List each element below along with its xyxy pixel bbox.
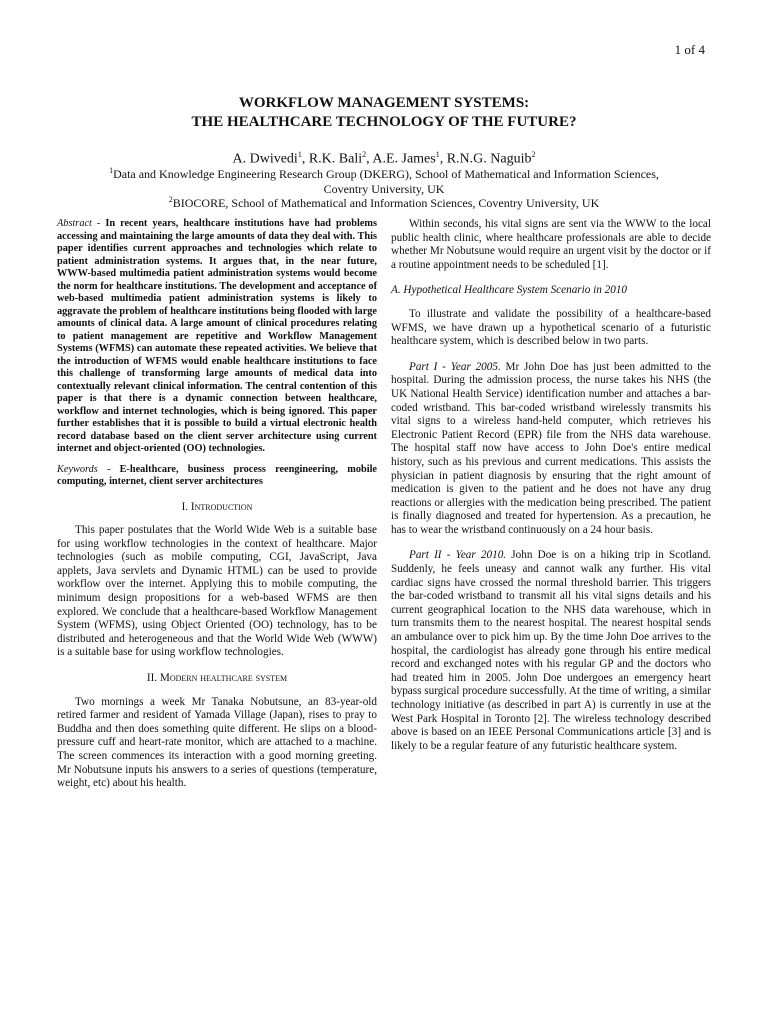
modern-healthcare-paragraph-1: Two mornings a week Mr Tanaka Nobutsune, an 83-year-old retired farmer and resident of Yamada Village (Japan), rises to pray to Buddha and then does something quite different. He slips on a blood-pressure cuff and heart-rate monitor, which are attached to a machine. The screen commences its interaction with a good morning greeting. Mr Nobutsune inputs his answers to a series of questions (temperature, weight, etc) about his health.	[57, 695, 377, 790]
author-list: A. Dwivedi$^1$, R.K. Bali$^2$, A.E. James$^1$, R.N.G. Naguib$^2$	[232, 150, 536, 167]
title-line-2: THE HEALTHCARE TECHNOLOGY OF THE FUTURE?	[191, 114, 577, 130]
part-2-text: John Doe is on a hiking trip in Scotland. Suddenly, he feels uneasy and cannot walk any further. His vital cardiac signs have crossed the normal threshold barrier. This triggers the bar-coded wristband to transmit all his vital signs details and his current geographical location to the NHS data warehouse, which in turn transmits them to the nearest hospital. The nearest hospital sends an ambulance over to pick him up. By the time John Doe arrives to the hospital, the cardiologist has already gone through his entire medical record and exchanged notes with his regular GP and the doctors who had treated him in 2005. John Doe undergoes an emergency heart bypass surgical procedure successfully. At the time of writing, a similar technology initiative (as described in part A) is currently in use at the West Park Hospital in Toronto [2]. The wireless technology described above is based on an IEEE Personal Communications article [3] and is likely to be a regular feature of any futuristic healthcare system.	[391, 549, 711, 752]
part-1-label: Part I - Year 2005.	[409, 360, 501, 373]
part-1-text: Mr John Doe has just been admitted to the hospital. During the admission process, the nurse takes his NHS (the UK National Health Service) identification number and attaches a bar-coded wristband. This bar-coded wristband wirelessly transmits his vital signs to a wireless hand-held computer, which retrieves his Electronic Patient Record (EPR) file from the NHS data warehouse. The hospital staff now have access to John Doe's entire medical history, such as his previous and current medications. This assists the physician in patient diagnosis by ensuring that the right amount of medication is given to the patient and he does not have any drug reactions or allergies with the medication being prescribed. The patient is finally diagnosed and treated for hypertension. As a precaution, he has to wear the wristband continuously on a 24 hour basis.	[391, 360, 711, 536]
affiliation-sup: 1	[109, 166, 114, 175]
author-sup: 2	[531, 150, 536, 159]
part-1-paragraph	[391, 361, 711, 538]
keywords: Keywords - E-healthcare, business process reengineering, mobile computing, internet, client server architectures	[57, 463, 377, 487]
abstract-text: In recent years, healthcare institutions have had problems accessing and maintaining the large amounts of data they deal with. This paper identifies current approaches and technologies which relate to patient administration systems. It argues that, in the near future, WWW-based multimedia patient administration systems would become the norm for healthcare institutions. The development and acceptance of web-based multimedia patient administration systems is likely to aggravate the problem of healthcare institutions being flooded with large amounts of clinical data. A large amount of clinical procedures relating to patient management are repetitive and Workflow Management Systems (WFMS) can automate these repeated activities. We believe that the introduction of WFMS would enable healthcare institutions to face this challenge of transforming large amounts of medical data into contextually relevant clinical information. The central contention of this paper is that there is a dynamic connection between healthcare, workflow and internet technologies, which is being ignored. This paper further establishes that it is possible to build a virtual electronic health record database based on the client server architecture using current internet and object-oriented (OO) technologies.	[57, 218, 377, 454]
author-sup: 1	[435, 150, 440, 159]
page-number: 1 of 4	[674, 42, 705, 57]
title-line-1: WORKFLOW MANAGEMENT SYSTEMS:	[238, 95, 530, 111]
affiliation-2	[0, 192, 768, 211]
affiliation-2-line: BIOCORE, School of Mathematical and Information Sciences, Coventry University, UK	[172, 196, 600, 210]
author-name: A. Dwivedi	[232, 151, 298, 167]
part-2-paragraph	[391, 549, 711, 753]
subsection-heading-scenario: A. Hypothetical Healthcare System Scenario in 2010	[391, 284, 628, 297]
author-name: A.E. James	[372, 151, 436, 167]
affiliation-sup: 2	[168, 195, 173, 204]
author-name: R.K. Bali	[308, 151, 363, 167]
author-sup: 2	[362, 150, 367, 159]
scenario-intro-paragraph: To illustrate and validate the possibility of a healthcare-based WFMS, we have drawn up a hypothetical scenario of a futuristic healthcare system, which is described below in two parts.	[391, 307, 711, 348]
section-heading-modern-healthcare: II. Modern healthcare system	[146, 672, 288, 685]
section-heading-introduction: I. Introduction	[181, 500, 253, 513]
affiliation-1-line-1: Data and Knowledge Engineering Research Group (DKERG), School of Mathematical and Information Sciences,	[113, 167, 659, 181]
author-name: R.N.G. Naguib	[446, 151, 532, 167]
keywords-label: Keywords	[57, 463, 98, 475]
author-sup: 1	[297, 150, 302, 159]
paper-title	[0, 94, 768, 132]
modern-healthcare-paragraph-2: Within seconds, his vital signs are sent via the WWW to the local public health clinic, where healthcare professionals are able to decide whether Mr Nobutsune would require an urgent visit by the doctor or if a routine appointment needs to be scheduled [1].	[391, 218, 711, 271]
abstract-label: Abstract	[57, 218, 92, 229]
introduction-paragraph: This paper postulates that the World Wide Web is a suitable base for using workflow technologies in the context of healthcare. Major technologies (such as mobile computing, CGI, JavaScript, Java applets, Java servlets and Dynamic HTML) can be used to provide workflow over the internet. Applying this to mobile computing, the minimum design propositions for a web-based WFMS are then explored. We conclude that a healthcare-based Workflow Management System (WFMS), using Object Oriented (OO) technology, has to be distributed and heterogeneous and that the World Wide Web (WWW) is a suitable base for using workflow technologies.	[57, 524, 377, 659]
keywords-text: E-healthcare, business process reengineering, mobile computing, internet, client server architectures	[57, 463, 377, 487]
right-column	[391, 218, 711, 753]
left-column	[57, 218, 377, 791]
abstract: Abstract - In recent years, healthcare institutions have had problems accessing and maintaining the large amounts of data they deal with. This paper identifies current approaches and technologies which relate to patient administration systems. It argues that, in the near future, WWW-based multimedia patient administration systems would become the norm for healthcare institutions. The development and acceptance of web-based multimedia patient administration systems is likely to aggravate the problem of healthcare institutions being flooded with large amounts of clinical data. A large amount of clinical procedures relating to patient management are repetitive and Workflow Management Systems (WFMS) can automate these repeated activities. We believe that the introduction of WFMS would enable healthcare institutions to face this challenge of transforming large amounts of medical data into contextually relevant clinical information. The central contention of this paper is that there is a dynamic connection between healthcare, workflow and internet technologies, which is being ignored. This paper further establishes that it is possible to build a virtual electronic health record database based on the client server architecture using current internet and object-oriented (OO) technologies.	[57, 218, 377, 454]
part-2-label: Part II - Year 2010.	[409, 549, 507, 562]
affiliation-1-line-2: Coventry University, UK	[323, 182, 445, 196]
